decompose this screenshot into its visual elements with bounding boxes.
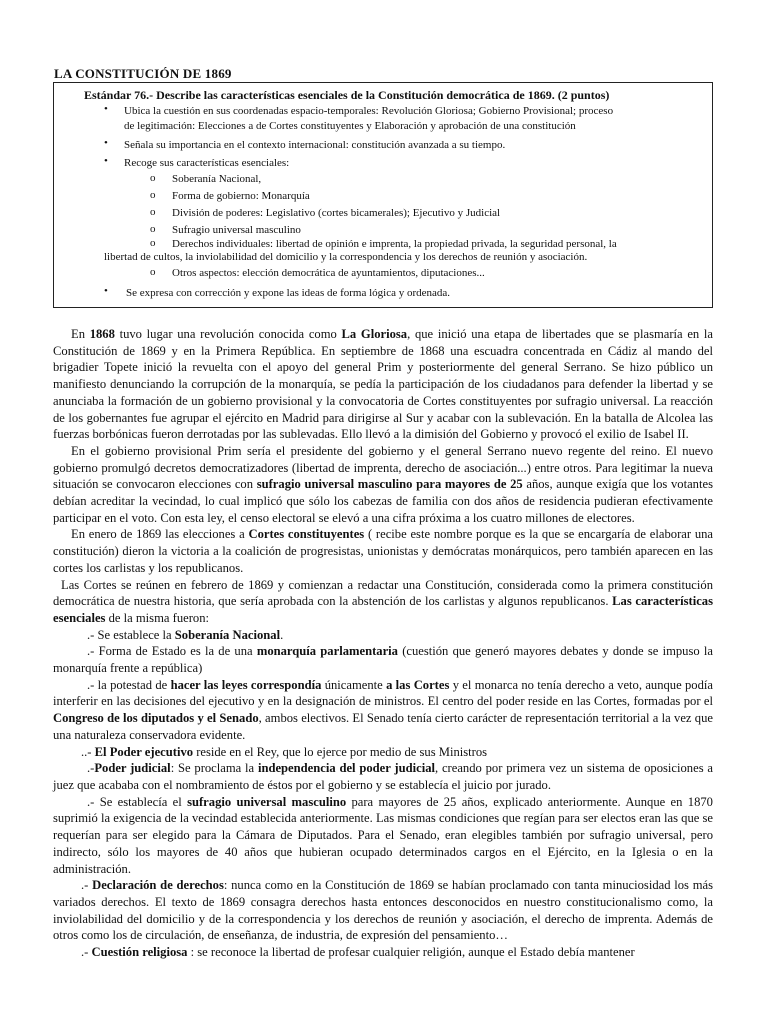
item-sufragio: .- Se establecía el sufragio universal masculino para mayores de 25 años, explicado anteriormente. Aunque en 1870 suprimió la exigencia de la vecindad establecida anteriormente. Las mismas condiciones que regían para ser electos eran las que se requerían para ser elegido para la Cámara de Diputados. Para el Senado, eran elegibles también por sufragio universal, pero indirecto, sólo los mayores de 40 años que hubieran ocupado determinados cargos en el Ejército, en la Iglesia o en la administración. — [53, 794, 713, 876]
item-poder-ejecutivo: ..- El Poder ejecutivo reside en el Rey, que lo ejerce por medio de sus Ministros — [81, 744, 488, 759]
item-soberania: .- Se establece la Soberanía Nacional. — [87, 627, 284, 642]
standard-box — [53, 82, 713, 308]
sub-bullet-glyph: o — [150, 223, 156, 235]
sub-bullet-glyph: o — [150, 266, 156, 278]
characteristic-2: Forma de gobierno: Monarquía — [172, 190, 310, 202]
paragraph-constitucion: Las Cortes se reúnen en febrero de 1869 y comienzan a redactar una Constitución, considerada como la primera constitución democrática de nuestra historia, que sería aprobada con la abstención de los carlistas y algunos republicanos. Las características esenciales de la misma fueron: — [53, 577, 713, 625]
characteristic-6: Otros aspectos: elección democrática de ayuntamientos, diputaciones... — [172, 267, 485, 279]
bullet-glyph: • — [104, 155, 108, 167]
paragraph-cortes-constituyentes: En enero de 1869 las elecciones a Cortes constituyentes ( recibe este nombre porque es la que se encargaría de elaborar una constitución) dieron la victoria a la coalición de progresistas, unionistas y demócratas monárquicos, pero también aparecen en las cortes los carlistas y los republicanos. — [53, 527, 713, 575]
item-derechos: .- Declaración de derechos: nunca como en la Constitución de 1869 se habían proclamado con tanta minuciosidad los más variados derechos. El texto de 1869 consagra derechos hasta entonces desconocidos en nuestro constitucionalismo como, la inviolabilidad del domicilio y de la correspondencia y los derechos de reunión y asociación, el derecho de imprenta. Además de otros como los de circulación, de enseñanza, de industria, de expresión del pensamiento… — [53, 878, 713, 943]
standard-heading: Estándar 76.- Describe las características esenciales de la Constitución democrática de 1869. (2 puntos) — [84, 88, 610, 102]
sub-bullet-glyph: o — [150, 189, 156, 201]
bullet-glyph: • — [104, 285, 108, 297]
body-text — [53, 326, 713, 961]
sub-bullet-glyph: o — [150, 206, 156, 218]
criterion-1-line-2: de legitimación: Elecciones a de Cortes constituyentes y Elaboración y aprobación de una constitución — [124, 120, 576, 132]
paragraph-revolucion: En 1868 tuvo lugar una revolución conocida como La Gloriosa, que inició una etapa de libertades que se plasmaría en la Constitución de 1869 y en la Primera República. En septiembre de 1868 una escuadra concentrada en Cádiz al mando del brigadier Topete inició la revuelta con el apoyo del general Prim y posteriormente del general Serrano. Se hizo público un manifiesto denunciando la corrupción de la monarquía, se pedía la participación de los ciudadanos para defender la libertad y se anunciaba la formación de un gobierno provisional y la convocatoria de Cortes constituyentes por sufragio universal. La reacción de los gobernantes fue agrupar el ejército en Madrid para dirigirse al Sur y acabar con la sublevación. En la batalla de Alcolea las fuerzas borbónicas fueron derrotadas por las sublevadas. Ello llevó a la dimisión del Gobierno y provocó el exilio de Isabel II. — [53, 327, 714, 442]
paragraph-gobierno-provisional: En el gobierno provisional Prim sería el presidente del gobierno y el general Serrano nuevo regente del reino. El nuevo gobierno promulgó decretos democratizadores (libertad de imprenta, derecho de asociación...) entre otros. Para legitimar la nueva situación se convocaron elecciones con sufragio universal masculino para mayores de 25 años, aunque exigía que los votantes debían acreditar la vecindad, lo cual implicó que sólo los cabezas de familia con dos años de residencia pudieran efectivamente participar en el voto. Con esta ley, el censo electoral se elevó a una cifra próxima a los cuatro millones de electores. — [53, 443, 713, 525]
sub-bullet-glyph: o — [150, 172, 156, 184]
characteristic-1: Soberanía Nacional, — [172, 173, 262, 185]
item-poder-legislativo: .- la potestad de hacer las leyes correspondía únicamente a las Cortes y el monarca no tenía derecho a veto, aunque podía interferir en las decisiones del ejecutivo y en la designación de ministros. El centro del poder reside en las Cortes, formadas por el Congreso de los diputados y el Senado, ambos electivos. El Senado tenía cierto carácter de representación territorial a la vez que una naturaleza conservadora evidente. — [53, 677, 713, 742]
item-poder-judicial: .-Poder judicial: Se proclama la independencia del poder judicial, creando por primera vez un sistema de oposiciones a juez que acababa con el nombramiento de éstos por el gobierno y se establecía el juicio por jurado. — [53, 761, 713, 792]
item-cuestion-religiosa: .- Cuestión religiosa : se reconoce la libertad de profesar cualquier religión, aunque el Estado debía mantener — [81, 945, 635, 960]
sub-bullet-glyph: o — [150, 237, 156, 249]
criterion-3: Recoge sus características esenciales: — [124, 157, 290, 169]
characteristic-3: División de poderes: Legislativo (cortes bicamerales); Ejecutivo y Judicial — [172, 207, 501, 219]
item-forma-estado: .- Forma de Estado es la de una monarquía parlamentaria (cuestión que generó mayores debates y donde se impuso la monarquía frente a república) — [53, 644, 713, 676]
bullet-glyph: • — [104, 137, 108, 149]
bullet-glyph: • — [104, 103, 108, 115]
criterion-1-line-1: Ubica la cuestión en sus coordenadas espacio-temporales: Revolución Gloriosa; Gobierno Provisional; proceso — [124, 105, 614, 117]
characteristic-5-line-1: Derechos individuales: libertad de opinión e imprenta, la propiedad privada, la seguridad personal, la — [172, 238, 617, 250]
characteristic-5-line-2: libertad de cultos, la inviolabilidad del domicilio y la correspondencia y los derechos de reunión y asociación. — [104, 251, 588, 263]
criterion-2: Señala su importancia en el contexto internacional: constitución avanzada a su tiempo. — [124, 139, 506, 151]
document-title: LA CONSTITUCIÓN DE 1869 — [54, 66, 232, 81]
characteristic-4: Sufragio universal masculino — [172, 224, 301, 236]
criterion-4: Se expresa con corrección y expone las ideas de forma lógica y ordenada. — [126, 287, 451, 299]
